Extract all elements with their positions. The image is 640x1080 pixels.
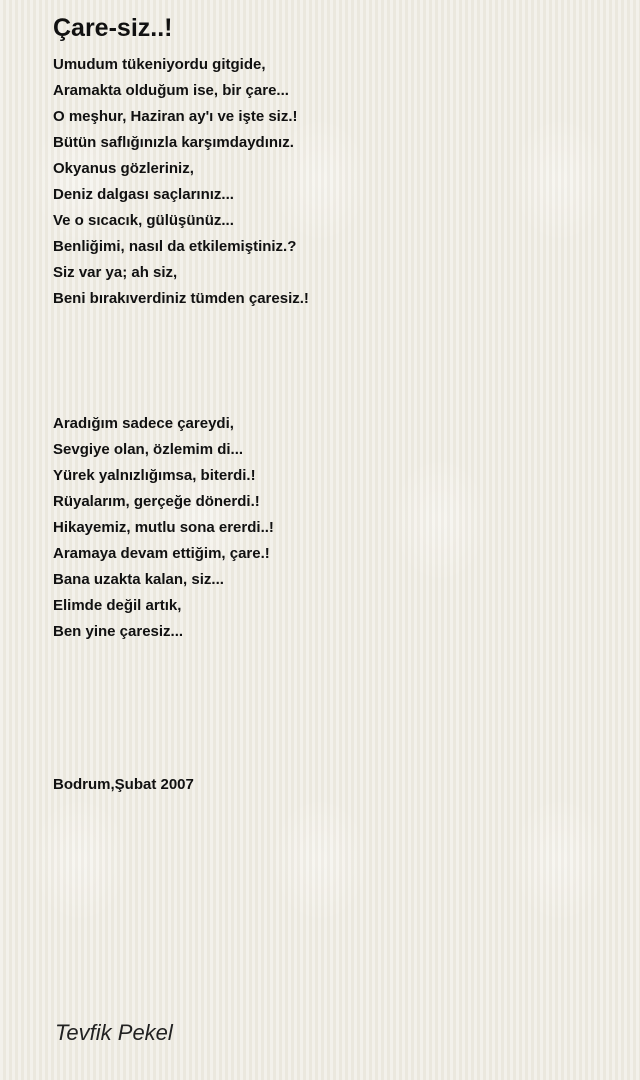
poem-line: Bana uzakta kalan, siz... bbox=[53, 571, 224, 588]
poem-stanza-1 bbox=[53, 52, 309, 312]
poem-line: Aramakta olduğum ise, bir çare... bbox=[53, 82, 289, 99]
poem-dateline: Bodrum,Şubat 2007 bbox=[53, 776, 194, 793]
poem-line: Sevgiye olan, özlemim di... bbox=[53, 441, 244, 458]
poem-line: Elimde değil artık, bbox=[53, 597, 182, 614]
poem-line: Aradığım sadece çareydi, bbox=[53, 415, 234, 432]
poem-line: Rüyalarım, gerçeğe dönerdi.! bbox=[53, 493, 260, 510]
poem-line: Yürek yalnızlığımsa, biterdi.! bbox=[53, 467, 256, 484]
poem-author: Tevfik Pekel bbox=[55, 1020, 173, 1045]
poem-line: Ben yine çaresiz... bbox=[53, 623, 184, 640]
poem-title: Çare-siz..! bbox=[53, 14, 173, 42]
poem-stanza-2 bbox=[53, 411, 274, 645]
poem-line: Umudum tükeniyordu gitgide, bbox=[53, 56, 266, 73]
poem-line: Beni bırakıverdiniz tümden çaresiz.! bbox=[53, 290, 309, 307]
poem-line: Ve o sıcacık, gülüşünüz... bbox=[53, 212, 234, 229]
poem-line: Siz var ya; ah siz, bbox=[53, 264, 178, 281]
poem-line: Benliğimi, nasıl da etkilemiştiniz.? bbox=[53, 238, 297, 255]
poem-line: Aramaya devam ettiğim, çare.! bbox=[53, 545, 270, 562]
poem-line: Deniz dalgası saçlarınız... bbox=[53, 186, 234, 203]
poem-line: Bütün saflığınızla karşımdaydınız. bbox=[53, 134, 294, 151]
poem-line: O meşhur, Haziran ay'ı ve işte siz.! bbox=[53, 108, 298, 125]
poem-line: Okyanus gözleriniz, bbox=[53, 160, 194, 177]
poem-line: Hikayemiz, mutlu sona ererdi..! bbox=[53, 519, 274, 536]
